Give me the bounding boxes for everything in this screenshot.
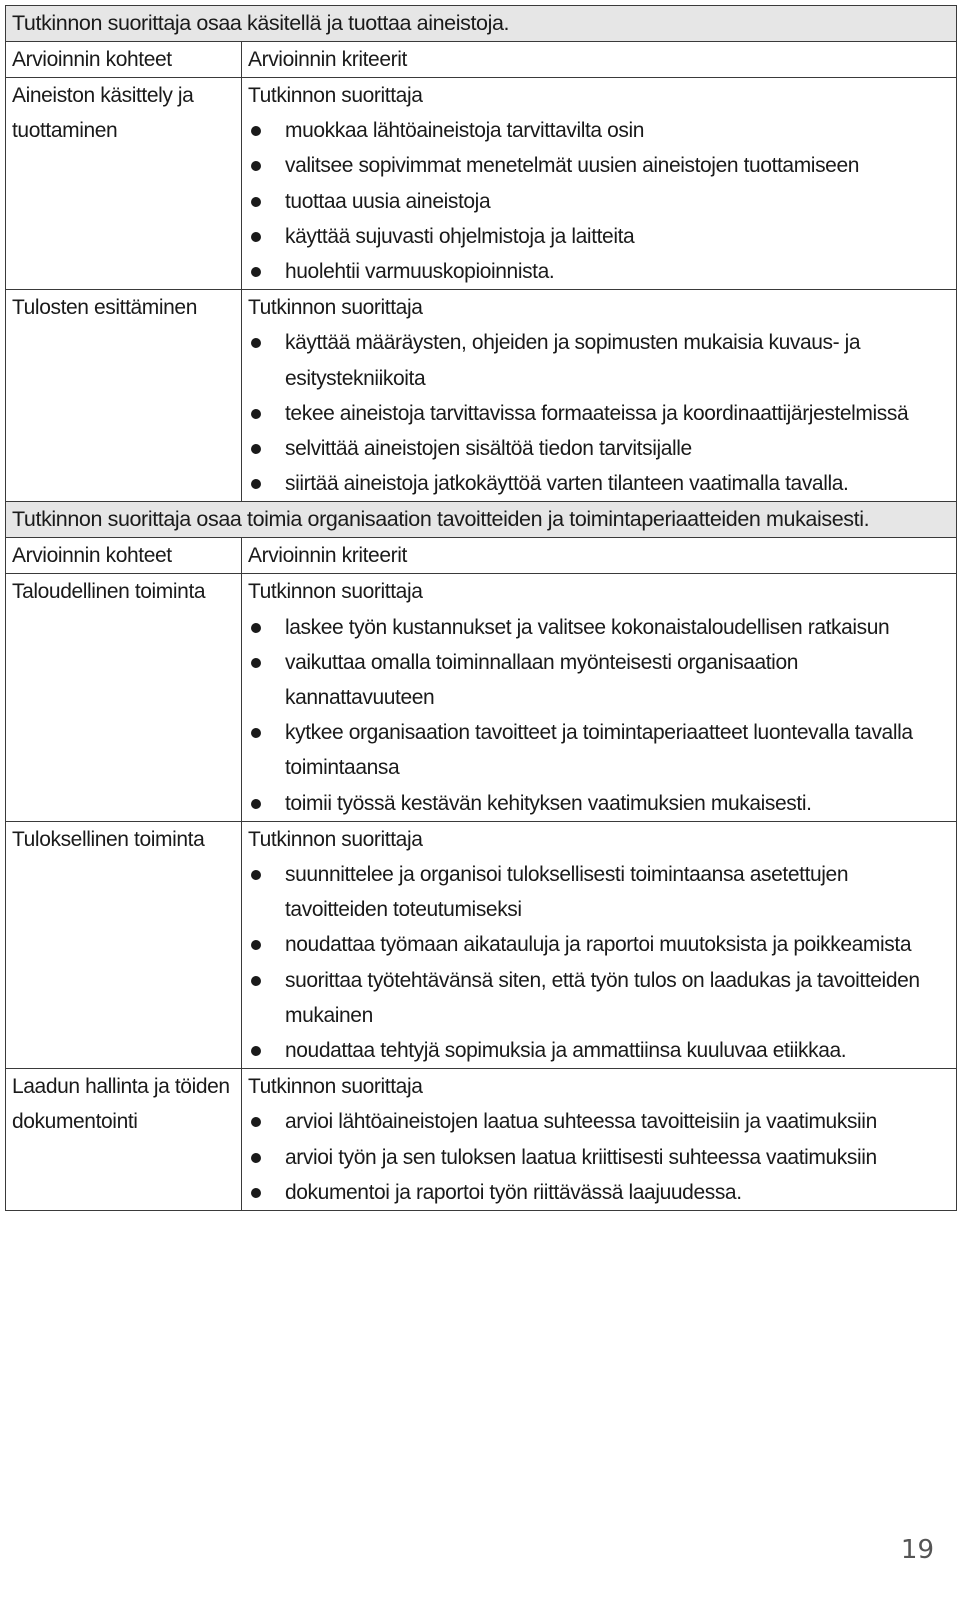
bullet-icon xyxy=(251,338,261,348)
bullet-icon xyxy=(251,1117,261,1127)
criteria-list xyxy=(248,113,950,289)
table-row xyxy=(6,1069,957,1211)
list-item: vaikuttaa omalla toiminnallaan myönteisesti organisaation kannattavuuteen xyxy=(248,645,950,715)
assessment-object: Tulosten esittäminen xyxy=(6,290,242,502)
assessment-object: Laadun hallinta ja töiden dokumentointi xyxy=(6,1069,242,1211)
assessment-criteria xyxy=(242,574,957,821)
bullet-icon xyxy=(251,1153,261,1163)
assessment-criteria xyxy=(242,290,957,502)
bullet-icon xyxy=(251,444,261,454)
list-item: dokumentoi ja raportoi työn riittävässä laajuudessa. xyxy=(248,1175,950,1210)
list-item: toimii työssä kestävän kehityksen vaatimuksien mukaisesti. xyxy=(248,786,950,821)
column-header-criteria: Arvioinnin kriteerit xyxy=(242,538,957,574)
bullet-icon xyxy=(251,976,261,986)
section-heading: Tutkinnon suorittaja osaa käsitellä ja tuottaa aineistoja. xyxy=(6,6,957,42)
assessment-criteria-table xyxy=(5,5,957,1211)
page-number: 19 xyxy=(900,1535,934,1565)
assessment-criteria xyxy=(242,821,957,1068)
bullet-icon xyxy=(251,623,261,633)
column-header-objects: Arvioinnin kohteet xyxy=(6,42,242,78)
list-item: arvioi työn ja sen tuloksen laatua kriittisesti suhteessa vaatimuksiin xyxy=(248,1140,950,1175)
criteria-list xyxy=(248,610,950,821)
bullet-icon xyxy=(251,728,261,738)
criteria-lead: Tutkinnon suorittaja xyxy=(248,84,423,107)
bullet-icon xyxy=(251,1188,261,1198)
criteria-lead: Tutkinnon suorittaja xyxy=(248,580,423,604)
criteria-list xyxy=(248,1104,950,1210)
bullet-icon xyxy=(251,161,261,171)
list-item: tekee aineistoja tarvittavissa formaateissa ja koordinaattijärjestelmissä xyxy=(248,396,950,431)
column-header-row xyxy=(6,42,957,78)
assessment-object: Tuloksellinen toiminta xyxy=(6,821,242,1068)
list-item: siirtää aineistoja jatkokäyttöä varten tilanteen vaatimalla tavalla. xyxy=(248,466,950,501)
section-heading-row xyxy=(6,6,957,42)
bullet-icon xyxy=(251,479,261,489)
table-row xyxy=(6,78,957,290)
bullet-icon xyxy=(251,126,261,136)
table-row xyxy=(6,821,957,1068)
list-item: selvittää aineistojen sisältöä tiedon tarvitsijalle xyxy=(248,431,950,466)
list-item: arvioi lähtöaineistojen laatua suhteessa tavoitteisiin ja vaatimuksiin xyxy=(248,1104,950,1139)
criteria-lead: Tutkinnon suorittaja xyxy=(248,1075,423,1099)
bullet-icon xyxy=(251,409,261,419)
section-heading-row xyxy=(6,502,957,538)
criteria-lead: Tutkinnon suorittaja xyxy=(248,827,423,851)
criteria-list xyxy=(248,857,950,1068)
table-row xyxy=(6,574,957,821)
assessment-object: Aineiston käsittely ja tuottaminen xyxy=(6,78,242,290)
criteria-lead: Tutkinnon suorittaja xyxy=(248,296,423,320)
section-heading: Tutkinnon suorittaja osaa toimia organisaation tavoitteiden ja toimintaperiaatteiden mukaisesti. xyxy=(6,502,957,538)
bullet-icon xyxy=(251,799,261,809)
list-item: huolehtii varmuuskopioinnista. xyxy=(248,254,950,289)
assessment-criteria xyxy=(242,78,957,290)
list-item: muokkaa lähtöaineistoja tarvittavilta osin xyxy=(248,113,950,148)
bullet-icon xyxy=(251,267,261,277)
bullet-icon xyxy=(251,940,261,950)
list-item: valitsee sopivimmat menetelmät uusien aineistojen tuottamiseen xyxy=(248,148,950,183)
bullet-icon xyxy=(251,232,261,242)
list-item: käyttää määräysten, ohjeiden ja sopimusten mukaisia kuvaus- ja esitystekniikoita xyxy=(248,325,950,395)
list-item: käyttää sujuvasti ohjelmistoja ja laitteita xyxy=(248,219,950,254)
assessment-criteria xyxy=(242,1069,957,1211)
table-row xyxy=(6,290,957,502)
criteria-list xyxy=(248,325,950,501)
list-item: laskee työn kustannukset ja valitsee kokonaistaloudellisen ratkaisun xyxy=(248,610,950,645)
assessment-object: Taloudellinen toiminta xyxy=(6,574,242,821)
list-item: noudattaa tehtyjä sopimuksia ja ammattiinsa kuuluvaa etiikkaa. xyxy=(248,1033,950,1068)
bullet-icon xyxy=(251,1046,261,1056)
list-item: kytkee organisaation tavoitteet ja toimintaperiaatteet luontevalla tavalla toimintaansa xyxy=(248,715,950,785)
list-item: tuottaa uusia aineistoja xyxy=(248,184,950,219)
column-header-row xyxy=(6,538,957,574)
bullet-icon xyxy=(251,197,261,207)
bullet-icon xyxy=(251,870,261,880)
list-item: suorittaa työtehtävänsä siten, että työn tulos on laadukas ja tavoitteiden mukainen xyxy=(248,963,950,1033)
list-item: suunnittelee ja organisoi tuloksellisesti toimintaansa asetettujen tavoitteiden toteutumiseksi xyxy=(248,857,950,927)
bullet-icon xyxy=(251,658,261,668)
column-header-criteria: Arvioinnin kriteerit xyxy=(242,42,957,78)
list-item: noudattaa työmaan aikatauluja ja raportoi muutoksista ja poikkeamista xyxy=(248,927,950,962)
column-header-objects: Arvioinnin kohteet xyxy=(6,538,242,574)
